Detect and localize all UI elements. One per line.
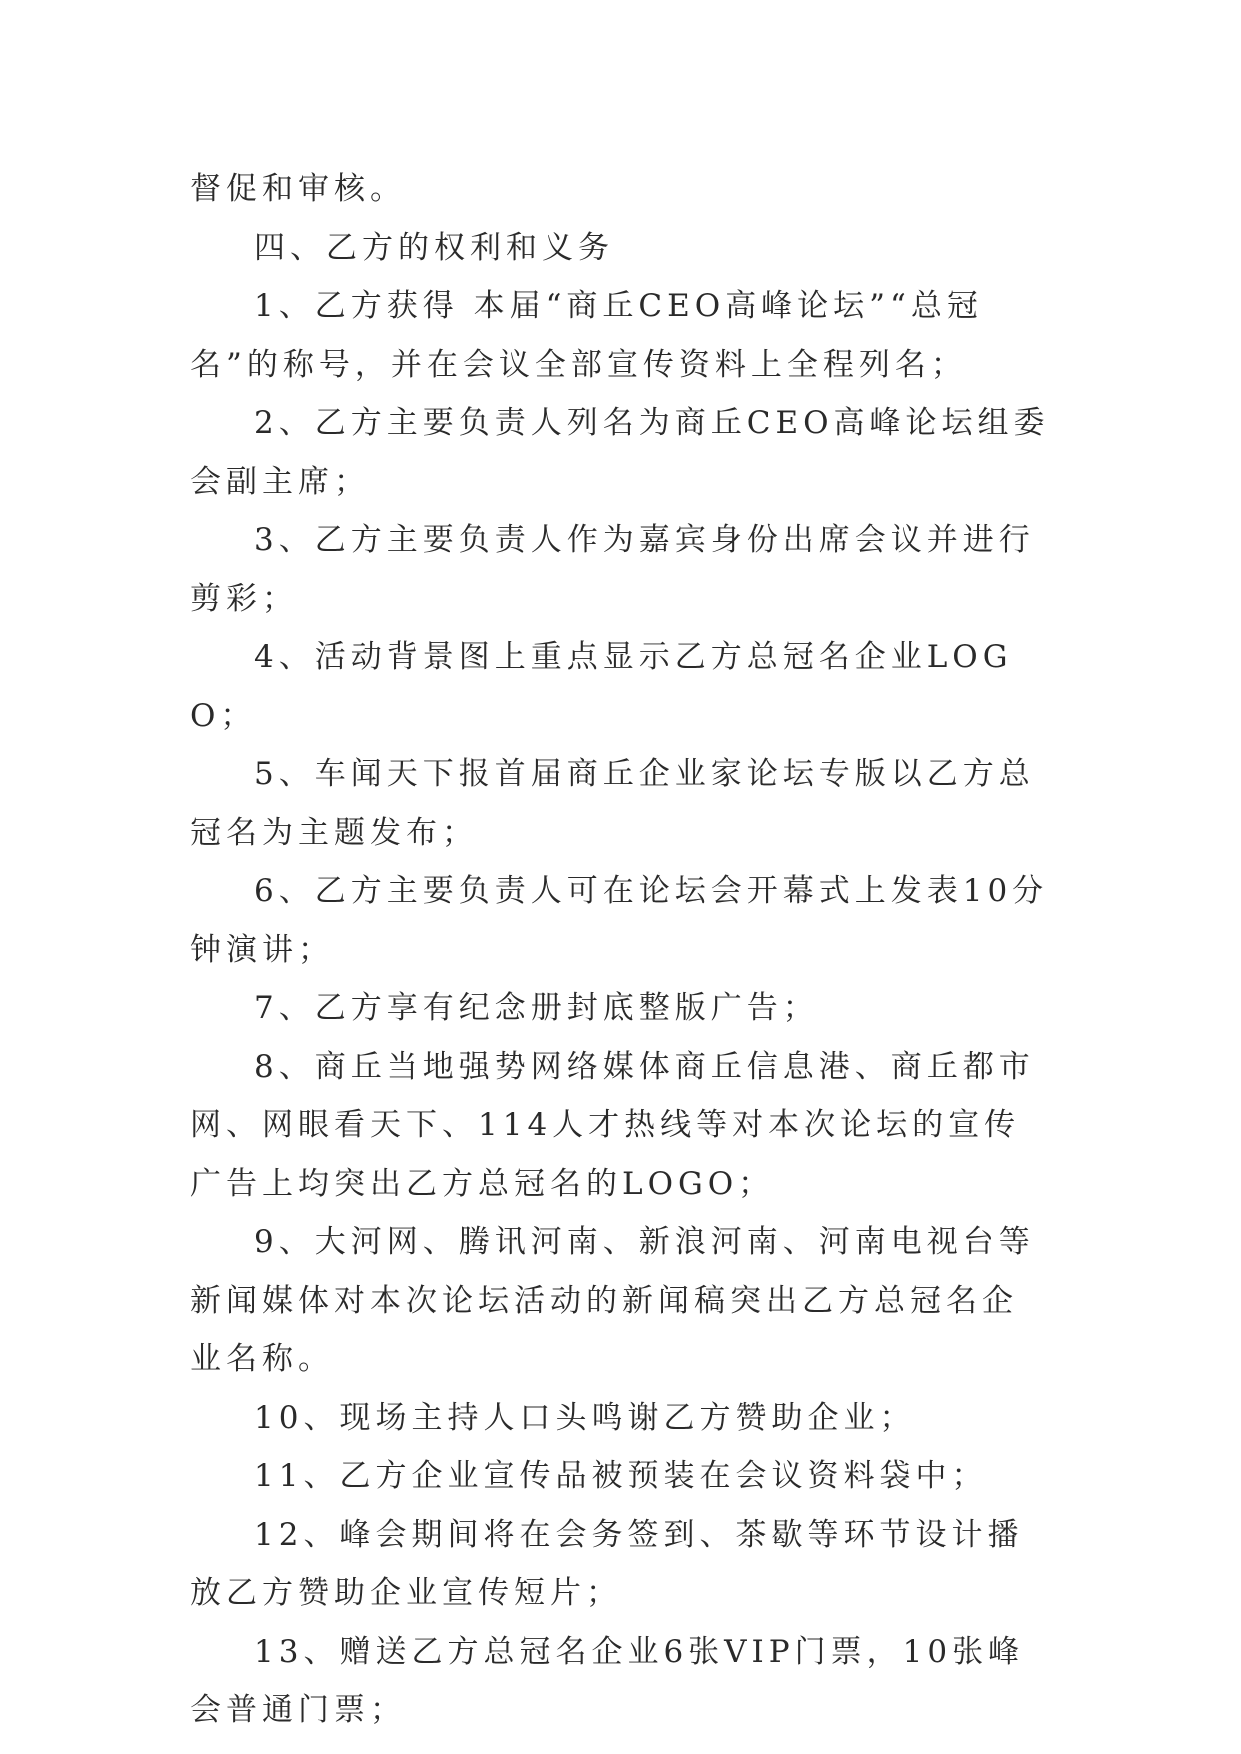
list-item: 7、乙方享有纪念册封底整版广告； xyxy=(254,990,819,1026)
list-item: 9、大河网、腾讯河南、新浪河南、河南电视台等新闻媒体对本次论坛活动的新闻稿突出乙方总冠名企业名称。 xyxy=(190,1224,1035,1377)
section-heading-party-b-rights: 四、乙方的权利和义务 xyxy=(254,229,614,266)
list-item: 5、车闻天下报首届商丘企业家论坛专版以乙方总冠名为主题发布； xyxy=(190,756,1035,851)
list-item: 10、现场主持人口头鸣谢乙方赞助企业； xyxy=(254,1399,916,1436)
list-item: 2、乙方主要负责人列名为商丘CEO高峰论坛组委会副主席； xyxy=(190,405,1050,500)
list-item: 3、乙方主要负责人作为嘉宾身份出席会议并进行剪彩； xyxy=(190,522,1035,617)
list-item: 8、商丘当地强势网络媒体商丘信息港、商丘都市网、网眼看天下、114人才热线等对本次论坛的宣传广告上均突出乙方总冠名的LOGO； xyxy=(190,1048,1035,1202)
list-item: 13、赠送乙方总冠名企业6张VIP门票，10张峰会普通门票； xyxy=(190,1633,1025,1728)
document-body xyxy=(190,160,1050,1740)
list-item: 6、乙方主要负责人可在论坛会开幕式上发表10分钟演讲； xyxy=(190,873,1049,968)
list-item: 4、活动背景图上重点显示乙方总冠名企业LOGO； xyxy=(190,639,1013,734)
paragraph-continuation: 督促和审核。 xyxy=(190,171,406,207)
list-item: 1、乙方获得 本届“商丘CEO高峰论坛”“总冠名”的称号，并在会议全部宣传资料上全程列名； xyxy=(190,288,983,383)
list-item: 12、峰会期间将在会务签到、茶歇等环节设计播放乙方赞助企业宣传短片； xyxy=(190,1516,1024,1611)
list-item: 11、乙方企业宣传品被预装在会议资料袋中； xyxy=(254,1458,988,1494)
